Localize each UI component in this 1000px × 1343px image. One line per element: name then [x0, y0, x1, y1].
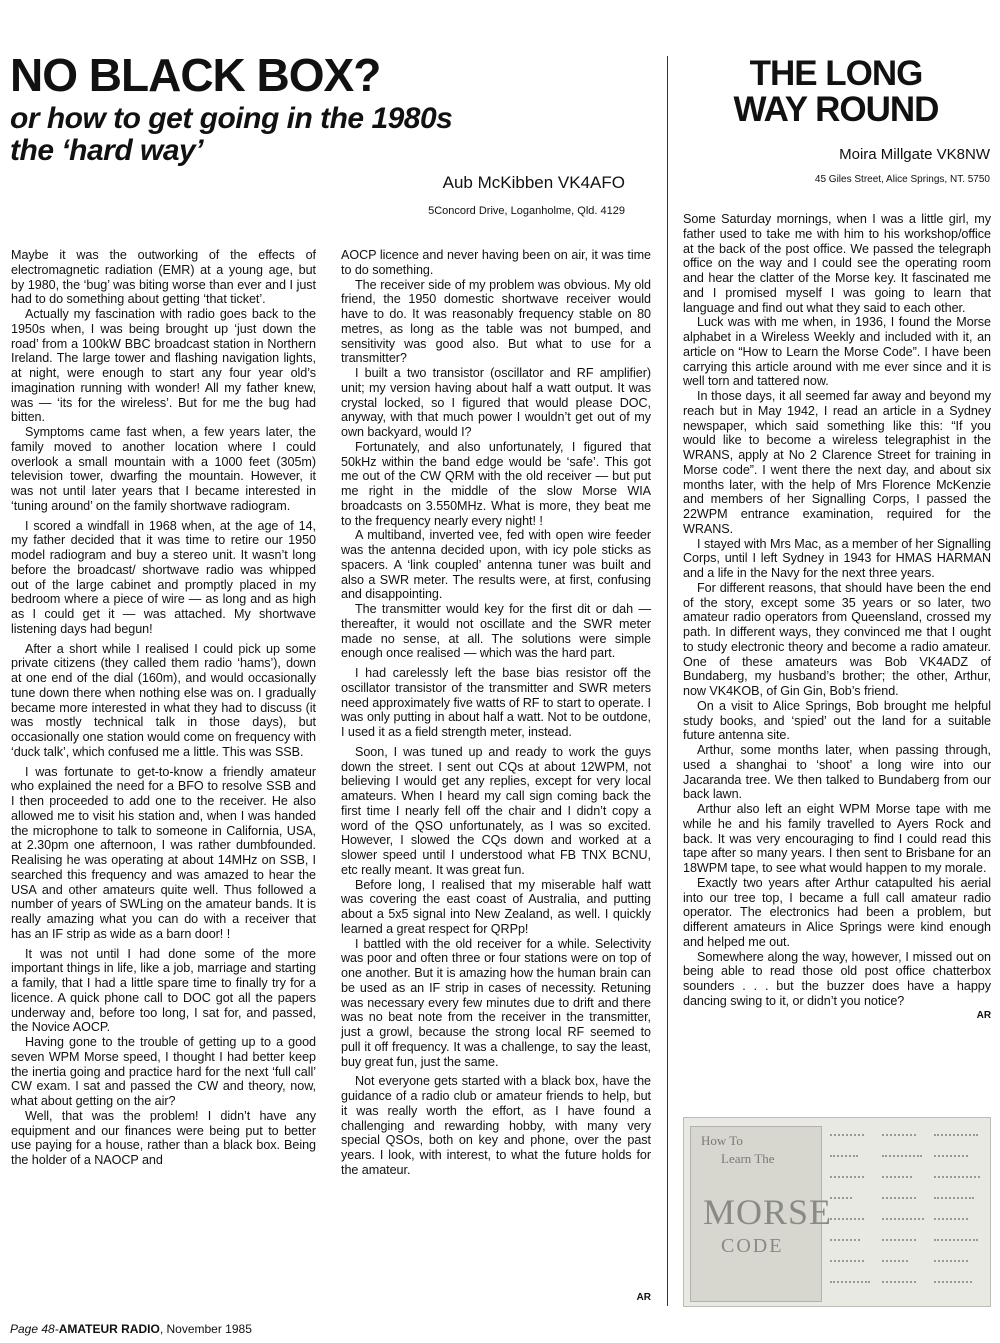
morse-row: [830, 1191, 986, 1212]
paragraph: Exactly two years after Arthur catapulted his aerial into our tree top, I became a full call amateur radio operator. The electronics had been a problem, but different amateurs in Alice Springs were kind enough and helped me out.: [683, 875, 991, 949]
subtitle-line-2: the ‘hard way’: [10, 134, 204, 167]
paragraph: The receiver side of my problem was obvious. My old friend, the 1950 domestic shortwave receiver would have to do. It was reasonably frequency stable on 80 metres, as long as the table was not bumped, and sensitivity was good also. But what to use for a transmitter?: [341, 277, 651, 366]
paragraph: Well, that was the problem! I didn’t have any equipment and our finances were being put to better use paying for a house, rather than a black box. Being the holder of a NAOCP and: [11, 1108, 316, 1167]
paragraph: I built a two transistor (oscillator and RF amplifier) unit; my version having about half a watt output. It was crystal locked, so I figured that would please DOC, anyway, with that much power I wouldn’t get out of my own backyard, would I?: [341, 366, 651, 439]
end-mark: AR: [636, 1292, 651, 1303]
paragraph: In those days, it all seemed far away and beyond my reach but in May 1942, I read an article in a Sydney newspaper, which said something like this: “If you would like to become a wireless telegraphist in the WRANS, apply at No 2 Clarence Street for training in Morse code”. I went there the next day, and about six months later, with the help of Mrs Florence McKenzie and members of her Signalling Corps, I passed the 22WPM entrance examination, required for the WRANS.: [683, 389, 991, 536]
booklet-text: How To: [701, 1133, 743, 1148]
paragraph: Before long, I realised that my miserable half watt was covering the east coast of Australia, and putting about a 5x5 signal into New Zealand, as well. I quickly learned a great respect for QRPp!: [341, 877, 651, 936]
article-column-3: [683, 212, 991, 1092]
paragraph: I was fortunate to get-to-know a friendly amateur who explained the need for a BFO to resolve SSB and I then proceeded to add one to the receiver. He also allowed me to visit his station and, when I was handed the microphone to talk to someone in California, USA, at 2.30pm one afternoon, I was rather dumbfounded. Realising he was operating at about 14MHz on SSB, I searched this frequency and was amazed to hear the USA and other amateurs quite well. Thus followed a number of years of SWLing on the amateur bands. It is really amazing what you can do with a receiver that has an IF strip as wide as a barn door! !: [11, 764, 316, 941]
paragraph: I battled with the old receiver for a while. Selectivity was poor and often three or four stations were on top of one another. But it is amazing how the human brain can be used as an IF strip in cases of necessity. Retuning was necessary every few minutes due to drift and there was no beat note from the receiver in the transmitter, just a growl, because the strong local RF seemed to pull it off frequency. It was a challenge, to say the least, buy great fun, just the same.: [341, 936, 651, 1069]
paragraph: Arthur also left an eight WPM Morse tape with me while he and his family travelled to Ayers Rock and back. It was very encouraging to find I could read this tape after so many years. I then sent to Brisbane for an 18WPM tape, to see what would happen to my morale.: [683, 802, 991, 875]
paragraph: Luck was with me when, in 1936, I found the Morse alphabet in a Wireless Weekly and included with it, an article on “How to Learn the Morse Code”. I have been carrying this article around with me ever since and it is well torn and tattered now.: [683, 315, 991, 389]
paragraph: Having gone to the trouble of getting up to a good seven WPM Morse speed, I thought I had better keep the inertia going and practice hard for the next ‘full call’ CW exam. I sat and passed the CW and theory, now, what about getting on the air?: [11, 1035, 316, 1108]
article2-address: 45 Giles Street, Alice Springs, NT. 5750: [814, 174, 990, 185]
paragraph: On a visit to Alice Springs, Bob brought me helpful study books, and ‘spied’ out the land for a suitable future antenna site.: [683, 698, 991, 743]
morse-row: [830, 1128, 986, 1149]
article2-author: Moira Millgate VK8NW: [839, 146, 990, 163]
paragraph: The transmitter would key for the first dit or dah — thereafter, it would not oscillate and the SWR meter made no sense, at all. The solutions were simple enough once realised — which was the hard part.: [341, 602, 651, 661]
end-mark: AR: [976, 1009, 991, 1021]
booklet-title: MORSE: [703, 1192, 833, 1232]
magazine-name: AMATEUR RADIO: [58, 1322, 160, 1336]
booklet-text: Learn The: [721, 1151, 775, 1166]
morse-alphabet-table: [830, 1128, 986, 1300]
morse-row: [830, 1212, 986, 1233]
booklet-title: CODE: [721, 1235, 784, 1257]
article-column-1: [11, 248, 316, 1308]
paragraph: It was not until I had done some of the more important things in life, like a job, marriage and starting a family, that I had a little spare time to finally try for a licence. A quick phone call to DOC got all the papers underway and, before too long, I sat for, and passed, the Novice AOCP.: [11, 946, 316, 1035]
paragraph: AOCP licence and never having been on air, it was time to do something.: [341, 248, 651, 277]
morse-row: [830, 1149, 986, 1170]
paragraph: Arthur, some months later, when passing through, used a shanghai to ‘shoot’ a long wire into our Jacaranda tree. We then talked to Bundaberg from our back lawn.: [683, 743, 991, 802]
morse-code-photo: [683, 1117, 991, 1307]
paragraph: Maybe it was the outworking of the effects of electromagnetic radiation (EMR) at a young age, but by 1980, the ‘bug’ was biting worse than ever and I just had to do something about getting ‘that ticket’.: [11, 248, 316, 307]
subtitle-line-1: or how to get going in the 1980s: [10, 102, 453, 135]
article-column-2: [341, 248, 651, 1308]
page-footer: [10, 1322, 252, 1336]
morse-booklet-cover: [690, 1126, 833, 1302]
paragraph: Actually my fascination with radio goes back to the 1950s when, I was being brought up ‘just down the road’ from a 100kW BBC broadcast station in Northern Ireland. The large tower and flashing navigation lights, at night, were enough to start any four year old’s imagination running with wonder! All my father knew, was — ‘its for the wireless’. But for me the bug had bitten.: [11, 307, 316, 425]
article-subtitle: [10, 103, 650, 167]
article2-title: [676, 56, 996, 128]
issue-date: , November 1985: [159, 1322, 252, 1336]
paragraph: Fortunately, and also unfortunately, I figured that 50kHz within the band edge would be ‘safe’. This got me out of the CW QRM with the old receiver — but put me right in the middle of the slow Morse WIA broadcasts on 3.550MHz. What is more, they beat me to the frequency nearly every night! !: [341, 439, 651, 528]
title-line-2: WAY ROUND: [733, 90, 939, 129]
morse-row: [830, 1254, 986, 1275]
paragraph: Some Saturday mornings, when I was a little girl, my father used to take me with him to his workshop/office at the back of the post office. We passed the telegraph office on the way and I could see the operating room and hear the clatter of the Morse key. It fascinated me and I promised myself I was going to learn that language and find out what they said to each other.: [683, 212, 991, 315]
article-author: Aub McKibben VK4AFO: [442, 173, 625, 192]
paragraph: I stayed with Mrs Mac, as a member of her Signalling Corps, until I left Sydney in 1943 for HMAS HARMAN and a life in the Navy for the next three years.: [683, 536, 991, 580]
paragraph: For different reasons, that should have been the end of the story, except some 35 years or so later, two amateur radio operators from Queensland, crossed my path. In different ways, they convinced me that I ought to study electronic theory and become a radio amateur. One of these amateurs was Bob VK4ADZ of Bundaberg, my husband’s brother; the other, Arthur, now VK4KOB, of Gin Gin, Bob’s friend.: [683, 580, 991, 698]
paragraph: Somewhere along the way, however, I missed out on being able to read those old post office chatterbox sounders . . . but the buzzer does have a happy dancing swing to it, or didn’t you notice?: [683, 949, 991, 1008]
morse-row: [830, 1170, 986, 1191]
paragraph: Soon, I was tuned up and ready to work the guys down the street. I sent out CQs at about 12WPM, not believing I would get any replies, except for very local amateurs. When I heard my call sign coming back the first time I nearly fell off the chair and I didn’t copy a word of the QSO unfortunately, as I was so excited. However, I slowed the CQs down and worked at a slower speed until I understood what FB TNX BCNU, etc really meant. It was great fun.: [341, 744, 651, 877]
paragraph: After a short while I realised I could pick up some private citizens (they called them radio ‘hams’), down at one end of the dial (160m), and would occasionally tune down there when nothing else was on. I gradually became more interested in what they had to discuss (it was mostly technical talk in those days), but occasionally one station would come on frequency with ‘duck talk’, which confused me a little. This was SSB.: [11, 641, 316, 759]
morse-row: [830, 1233, 986, 1254]
page-number: Page 48-: [10, 1322, 59, 1336]
morse-row: [830, 1275, 986, 1296]
paragraph: A multiband, inverted vee, fed with open wire feeder was the antenna decided upon, with icy pole sticks as spacers. A ‘link coupled’ antenna tuner was built and also a SWR meter. The results were, at first, confusing and disappointing.: [341, 528, 651, 602]
paragraph: Symptoms came fast when, a few years later, the family moved to another location where I could overlook a small mountain with a 1000 feet (305m) television tower, dwarfing the mountain. However, it was not until later years that I became interested in ‘tuning around’ on the family shortwave radiogram.: [11, 425, 316, 513]
column-divider: [667, 56, 668, 1306]
paragraph: I had carelessly left the base bias resistor off the oscillator transistor of the transmitter and SWR meters need approximately five watts of RF to start to operate. I was only putting in about half a watt. Not to be outdone, I used it as a field strength meter, instead.: [341, 666, 651, 739]
paragraph: Not everyone gets started with a black box, have the guidance of a radio club or amateur friends to help, but it was really worth the effort, as I have found a challenging and rewarding hobby, with many very special QSOs, both on key and phone, over the past years. I look, with interest, to what the future holds for the amateur.: [341, 1074, 651, 1177]
title-line-1: THE LONG: [749, 54, 923, 93]
article-title: NO BLACK BOX?: [10, 49, 381, 101]
paragraph: I scored a windfall in 1968 when, at the age of 14, my father decided that it was time to retire our 1950 model radiogram and buy a stereo unit. It wasn’t long before the broadcast/ shortwave radio was whipped out of the large cabinet and promptly placed in my bedroom where a piece of wire — as long and as high as I could get it — was attached. My shortwave listening days had begun!: [11, 518, 316, 636]
author-address: 5Concord Drive, Loganholme, Qld. 4129: [428, 205, 625, 217]
